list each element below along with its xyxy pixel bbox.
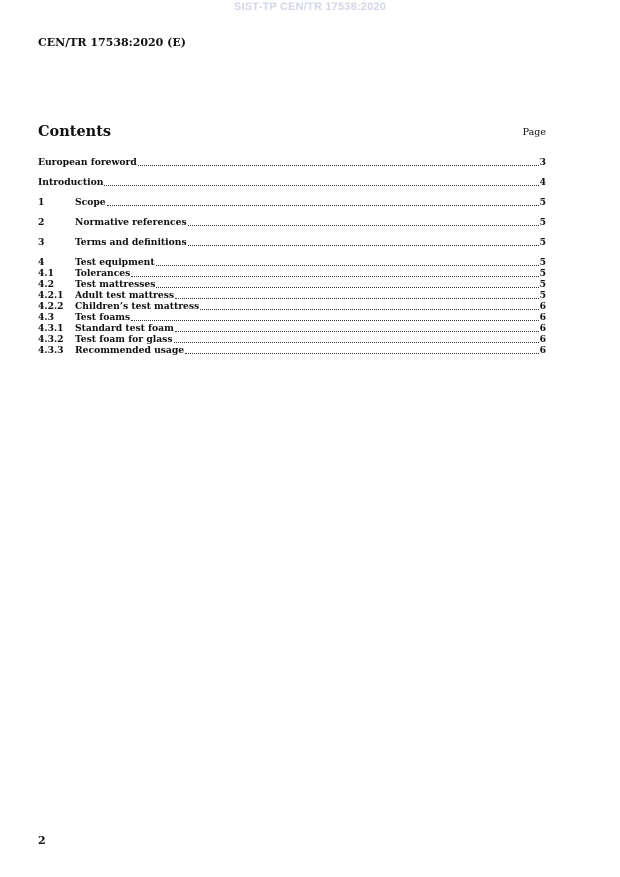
toc-entry-page: 5	[539, 268, 546, 279]
toc-entry-number: 4.1	[38, 268, 54, 279]
toc-entry[interactable]	[38, 177, 546, 188]
toc-leader	[131, 276, 538, 277]
toc-entry[interactable]	[38, 257, 546, 268]
toc-leader	[188, 225, 539, 226]
toc-leader	[175, 331, 539, 332]
toc-entry-title: Adult test mattress	[75, 290, 175, 301]
toc-entry-title: Test mattresses	[75, 279, 156, 290]
toc-leader	[156, 287, 538, 288]
toc-entry[interactable]	[38, 197, 546, 208]
toc-entry-title: Scope	[75, 197, 106, 208]
page-column-label: Page	[522, 127, 546, 138]
toc-entry-page: 5	[539, 279, 546, 290]
table-of-contents	[38, 157, 546, 356]
toc-entry[interactable]	[38, 217, 546, 228]
toc-leader	[131, 320, 538, 321]
toc-entry-title: European foreword	[38, 157, 137, 168]
toc-entry-title: Normative references	[75, 217, 187, 228]
toc-entry[interactable]	[38, 345, 546, 356]
toc-entry-title: Test equipment	[75, 257, 155, 268]
toc-entry-title: Introduction	[38, 177, 104, 188]
toc-entry-page: 6	[539, 323, 546, 334]
toc-entry-page: 3	[539, 157, 546, 168]
toc-leader	[188, 245, 539, 246]
toc-leader	[185, 353, 538, 354]
toc-entry-number: 4.3.2	[38, 334, 64, 345]
toc-entry[interactable]	[38, 312, 546, 323]
toc-entry-title: Tolerances	[75, 268, 131, 279]
toc-entry-number: 2	[38, 217, 45, 228]
toc-leader	[174, 342, 539, 343]
toc-entry[interactable]	[38, 268, 546, 279]
toc-leader	[107, 205, 539, 206]
toc-entry-number: 4	[38, 257, 45, 268]
toc-leader	[156, 265, 539, 266]
toc-entry[interactable]	[38, 279, 546, 290]
toc-entry-page: 5	[539, 290, 546, 301]
document-id: CEN/TR 17538:2020 (E)	[38, 36, 186, 49]
toc-leader	[104, 185, 538, 186]
toc-entry-number: 4.2	[38, 279, 54, 290]
toc-entry[interactable]	[38, 334, 546, 345]
toc-entry-page: 5	[539, 257, 546, 268]
toc-entry-number: 4.3	[38, 312, 54, 323]
watermark-text: SIST-TP CEN/TR 17538:2020	[233, 1, 387, 13]
toc-entry-page: 6	[539, 345, 546, 356]
toc-entry-title: Test foams	[75, 312, 131, 323]
toc-entry-page: 5	[539, 237, 546, 248]
toc-entry-page: 4	[539, 177, 546, 188]
toc-entry-page: 6	[539, 334, 546, 345]
toc-entry-number: 4.3.3	[38, 345, 64, 356]
toc-entry-number: 3	[38, 237, 45, 248]
toc-entry[interactable]	[38, 157, 546, 168]
toc-entry-title: Test foam for glass	[75, 334, 173, 345]
toc-entry[interactable]	[38, 290, 546, 301]
toc-entry-title: Terms and definitions	[75, 237, 187, 248]
toc-entry-title: Standard test foam	[75, 323, 174, 334]
toc-leader	[200, 309, 538, 310]
toc-entry-number: 4.2.1	[38, 290, 64, 301]
toc-entry-page: 5	[539, 217, 546, 228]
toc-entry-number: 4.2.2	[38, 301, 64, 312]
contents-heading: Contents	[38, 123, 112, 140]
toc-entry-page: 6	[539, 312, 546, 323]
toc-entry-page: 5	[539, 197, 546, 208]
toc-entry-title: Recommended usage	[75, 345, 185, 356]
toc-entry-number: 4.3.1	[38, 323, 64, 334]
toc-leader	[175, 298, 539, 299]
toc-entry[interactable]	[38, 323, 546, 334]
toc-entry[interactable]	[38, 237, 546, 248]
toc-entry-title: Children’s test mattress	[75, 301, 200, 312]
page-number: 2	[38, 834, 46, 847]
toc-entry[interactable]	[38, 301, 546, 312]
toc-entry-number: 1	[38, 197, 45, 208]
toc-entry-page: 6	[539, 301, 546, 312]
toc-leader	[138, 165, 539, 166]
